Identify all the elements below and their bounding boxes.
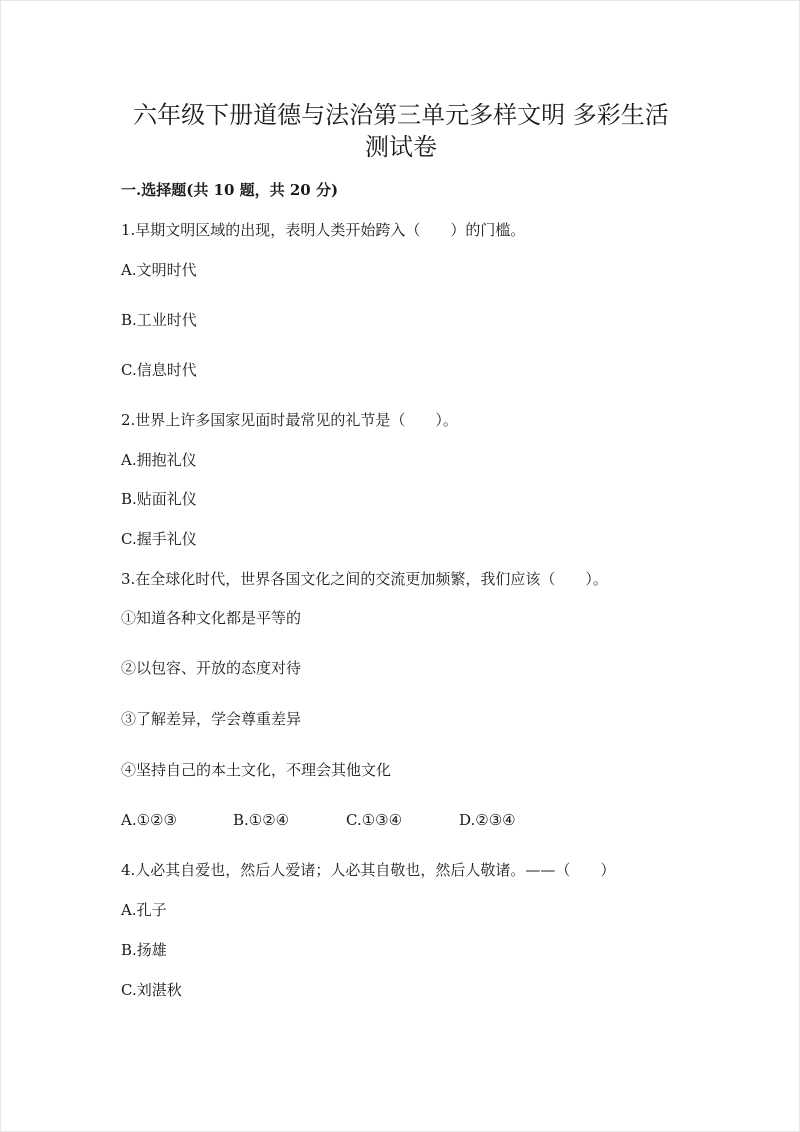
question-2-stem: 2.世界上许多国家见面时最常见的礼节是（ ）。 (121, 411, 458, 429)
question-2-option-c: C.握手礼仪 (121, 530, 197, 548)
question-3-statement-2: ②以包容、开放的态度对待 (121, 659, 302, 677)
question-1-option-c: C.信息时代 (121, 361, 197, 379)
question-3-statement-4: ④坚持自己的本土文化，不理会其他文化 (121, 761, 392, 779)
question-3-stem: 3.在全球化时代，世界各国文化之间的交流更加频繁，我们应该（ ）。 (121, 570, 608, 588)
question-3-option-c: C.①③④ (346, 811, 403, 829)
section-heading: 一.选择题(共 10 题，共 20 分) (121, 181, 339, 199)
question-3-option-a: A.①②③ (121, 811, 177, 829)
question-1-stem: 1.早期文明区域的出现，表明人类开始跨入（ ）的门槛。 (121, 221, 526, 239)
doc-title-line-2: 测试卷 (365, 133, 437, 161)
question-3-statement-3: ③了解差异，学会尊重差异 (121, 710, 302, 728)
question-4-option-b: B.扬雄 (121, 941, 167, 959)
question-4-option-a: A.孔子 (121, 901, 167, 919)
question-3-statement-1: ①知道各种文化都是平等的 (121, 609, 302, 627)
question-3-option-d: D.②③④ (459, 811, 516, 829)
doc-title-line-1: 六年级下册道德与法治第三单元多样文明 多彩生活 (133, 101, 669, 129)
question-3-option-b: B.①②④ (233, 811, 290, 829)
question-2-option-a: A.拥抱礼仪 (121, 451, 197, 469)
question-1-option-b: B.工业时代 (121, 311, 197, 329)
question-1-option-a: A.文明时代 (121, 261, 197, 279)
question-4-option-c: C.刘湛秋 (121, 981, 182, 999)
question-4-stem: 4.人必其自爱也，然后人爱诸；人必其自敬也，然后人敬诸。——（ ） (121, 861, 616, 879)
question-2-option-b: B.贴面礼仪 (121, 490, 197, 508)
